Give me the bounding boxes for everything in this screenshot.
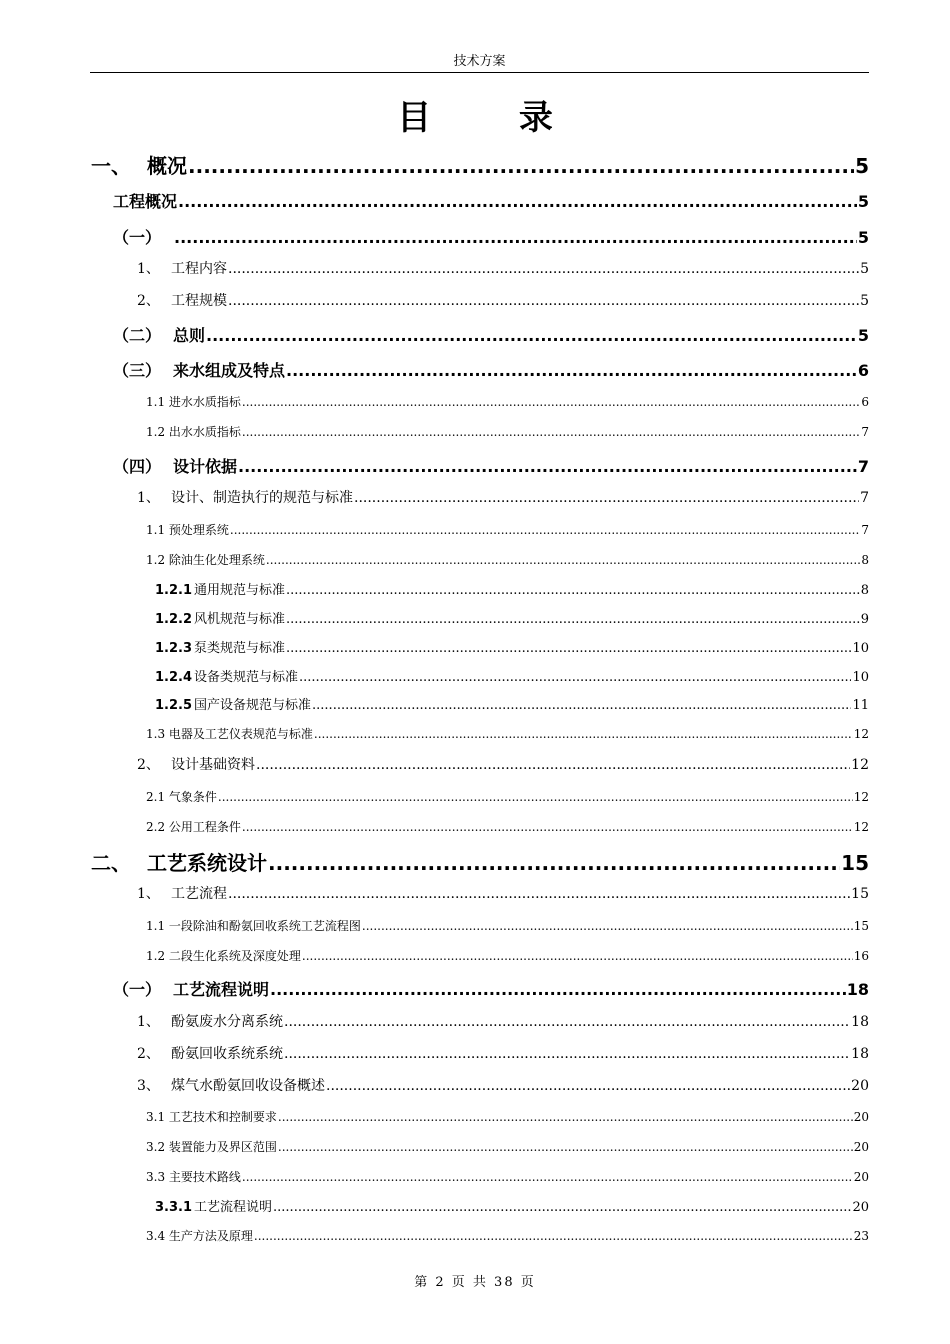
toc-entry-title: 酚氨废水分离系统: [171, 1014, 283, 1030]
toc-entry[interactable]: [155, 579, 869, 598]
toc-entry-number: （一）: [113, 980, 162, 999]
toc-entry-title: 1.2 出水水质指标: [146, 425, 241, 439]
toc-dot-leader: [242, 395, 860, 409]
toc-page-number: 5: [857, 326, 869, 345]
toc-dot-leader: [326, 1078, 850, 1094]
toc-entry-title: 通用规范与标准: [194, 583, 286, 598]
toc-page-number: 18: [851, 1046, 869, 1062]
toc-entry[interactable]: [137, 487, 869, 507]
toc-entry[interactable]: [146, 521, 869, 538]
toc-page-number: 15: [853, 919, 869, 933]
toc-dot-leader: [286, 361, 857, 380]
toc-dot-leader: [312, 698, 851, 713]
toc-page-number: 20: [852, 1200, 869, 1215]
toc-entry[interactable]: [137, 290, 869, 310]
toc-entry-title: 3.3 主要技术路线: [146, 1170, 241, 1184]
toc-dot-leader: [254, 1229, 853, 1243]
toc-page-number: 18: [846, 980, 869, 999]
toc-entry[interactable]: [113, 454, 869, 477]
toc-entry-number: 1.2.4: [155, 670, 193, 685]
toc-entry-title: 总则: [173, 326, 206, 345]
toc-entry[interactable]: [146, 788, 869, 805]
toc-page-number: 6: [861, 395, 869, 409]
toc-dot-leader: [228, 886, 850, 902]
toc-entry-title: 设计、制造执行的规范与标准: [171, 490, 353, 506]
toc-entry[interactable]: [137, 258, 869, 278]
toc-entry-number: （一）: [113, 228, 162, 247]
toc-entry-title: 国产设备规范与标准: [194, 698, 312, 713]
toc-dot-leader: [278, 1140, 853, 1154]
toc-page-number: 12: [853, 727, 869, 741]
toc-page-number: 20: [853, 1110, 869, 1124]
toc-page-number: 7: [857, 457, 869, 476]
toc-dot-leader: [268, 851, 840, 875]
toc-page-number: 15: [841, 851, 869, 875]
toc-entry[interactable]: [146, 917, 869, 934]
toc-entry-title: 2.2 公用工程条件: [146, 820, 241, 834]
toc-dot-leader: [238, 457, 857, 476]
toc-page-number: 18: [851, 1014, 869, 1030]
toc-entry-title: 3.4 生产方法及原理: [146, 1229, 253, 1243]
toc-entry[interactable]: [146, 947, 869, 964]
page-header: 技术方案: [90, 53, 869, 73]
toc-entry[interactable]: [137, 1075, 869, 1095]
toc-dot-leader: [354, 490, 859, 506]
toc-page-number: 23: [853, 1229, 869, 1243]
toc-entry[interactable]: [146, 818, 869, 835]
toc-entry-title: 工艺流程说明: [173, 980, 270, 999]
toc-entry-title: 煤气水酚氨回收设备概述: [171, 1078, 325, 1094]
toc-entry-title: 1.1 预处理系统: [146, 523, 229, 537]
toc-entry[interactable]: [146, 551, 869, 568]
toc-page-number: 11: [852, 698, 869, 713]
toc-entry[interactable]: [113, 225, 869, 248]
toc-entry-title: 3.2 装置能力及界区范围: [146, 1140, 277, 1154]
toc-entry-title: 1.3 电器及工艺仪表规范与标准: [146, 727, 313, 741]
toc-dot-leader: [362, 919, 853, 933]
page-title: 目 录: [397, 98, 591, 138]
toc-dot-leader: [284, 1014, 850, 1030]
toc-entry[interactable]: [146, 1227, 869, 1244]
toc-page-number: 12: [853, 820, 869, 834]
toc-entry-number: 1.2.3: [155, 641, 193, 656]
toc-page-number: 6: [857, 361, 869, 380]
toc-entry-number: 1.2.2: [155, 612, 193, 627]
toc-entry-number: 1.2.1: [155, 583, 193, 598]
toc-dot-leader: [188, 154, 854, 178]
toc-page-number: 12: [853, 790, 869, 804]
toc-entry-title: 设计依据: [173, 457, 238, 476]
toc-dot-leader: [242, 425, 860, 439]
toc-entry-title: 风机规范与标准: [194, 612, 286, 627]
toc-entry-number: 3、: [137, 1078, 160, 1094]
toc-dot-leader: [286, 612, 860, 627]
toc-entry-title: 来水组成及特点: [173, 361, 286, 380]
toc-entry-number: 1、: [137, 261, 160, 277]
toc-page-number: 10: [852, 670, 869, 685]
toc-entry-number: （三）: [113, 361, 162, 380]
toc-page-number: 20: [853, 1170, 869, 1184]
toc-entry[interactable]: [155, 666, 869, 685]
toc-page-number: 10: [852, 641, 869, 656]
toc-entry[interactable]: [155, 608, 869, 627]
toc-entry-title: 1.2 二段生化系统及深度处理: [146, 949, 301, 963]
toc-dot-leader: [174, 228, 857, 247]
toc-entry-number: （二）: [113, 326, 162, 345]
toc-dot-leader: [206, 326, 857, 345]
toc-dot-leader: [256, 757, 850, 773]
toc-dot-leader: [286, 583, 860, 598]
toc-entry-title: 工艺流程: [171, 886, 227, 902]
toc-page-number: 20: [853, 1140, 869, 1154]
toc-entry[interactable]: [146, 423, 869, 440]
toc-entry-title: 1.2 除油生化处理系统: [146, 553, 265, 567]
toc-entry-number: 1、: [137, 886, 160, 902]
toc-entry-number: 一、: [91, 154, 131, 178]
toc-page-number: 12: [851, 757, 869, 773]
toc-entry-number: 1、: [137, 1014, 160, 1030]
toc-entry[interactable]: [113, 977, 869, 1000]
toc-entry[interactable]: [91, 150, 869, 179]
toc-entry-title: 概况: [147, 154, 187, 178]
toc-page-number: 7: [861, 425, 869, 439]
toc-entry-number: 1.2.5: [155, 698, 193, 713]
toc-entry-title: 工程规模: [171, 293, 227, 309]
toc-page-number: 7: [860, 490, 869, 506]
toc-page-number: 5: [855, 154, 869, 178]
toc-entry-title: 1.1 进水水质指标: [146, 395, 241, 409]
toc-page-number: 5: [857, 192, 869, 211]
toc-entry[interactable]: [146, 393, 869, 410]
toc-entry-title: 设备类规范与标准: [194, 670, 299, 685]
toc-entry-title: 2.1 气象条件: [146, 790, 217, 804]
toc-dot-leader: [286, 641, 851, 656]
toc-dot-leader: [228, 293, 859, 309]
toc-entry-title: 工程概况: [113, 192, 178, 211]
toc-entry[interactable]: [113, 189, 869, 212]
toc-entry-number: 1、: [137, 490, 160, 506]
toc-dot-leader: [273, 1200, 851, 1215]
toc-entry[interactable]: [146, 1138, 869, 1155]
toc-dot-leader: [299, 670, 851, 685]
toc-entry-number: 2、: [137, 293, 160, 309]
toc-page-number: 5: [857, 228, 869, 247]
toc-entry-number: （四）: [113, 457, 162, 476]
page-footer: 第 2 页 共 38 页: [414, 1275, 536, 1290]
toc-page-number: 9: [860, 612, 869, 627]
toc-entry[interactable]: [155, 694, 869, 713]
toc-entry[interactable]: [155, 637, 869, 656]
toc-entry-title: 设计基础资料: [171, 757, 255, 773]
toc-page-number: 8: [860, 583, 869, 598]
toc-dot-leader: [230, 523, 860, 537]
toc-entry-title: 1.1 一段除油和酚氨回收系统工艺流程图: [146, 919, 361, 933]
toc-entry[interactable]: [146, 1168, 869, 1185]
toc-dot-leader: [228, 261, 859, 277]
toc-dot-leader: [314, 727, 853, 741]
toc-page-number: 20: [851, 1078, 869, 1094]
toc-entry[interactable]: [137, 1011, 869, 1031]
toc-entry[interactable]: [113, 358, 869, 381]
toc-entry-title: 泵类规范与标准: [194, 641, 286, 656]
toc-entry[interactable]: [91, 847, 869, 876]
toc-dot-leader: [266, 553, 860, 567]
toc-dot-leader: [178, 192, 857, 211]
toc-entry-title: 3.1 工艺技术和控制要求: [146, 1110, 277, 1124]
toc-entry[interactable]: [155, 1196, 869, 1215]
toc-dot-leader: [278, 1110, 853, 1124]
toc-entry[interactable]: [137, 754, 869, 774]
toc-entry-title: 工程内容: [171, 261, 227, 277]
toc-entry-number: 3.3.1: [155, 1200, 193, 1215]
toc-entry[interactable]: [146, 725, 869, 742]
toc-entry[interactable]: [146, 1108, 869, 1125]
toc-page-number: 5: [860, 293, 869, 309]
toc-entry-title: 酚氨回收系统系统: [171, 1046, 283, 1062]
toc-entry-number: 2、: [137, 1046, 160, 1062]
toc-dot-leader: [284, 1046, 850, 1062]
toc-entry[interactable]: [113, 323, 869, 346]
toc-page-number: 15: [851, 886, 869, 902]
toc-entry[interactable]: [137, 1043, 869, 1063]
toc-page-number: 8: [861, 553, 869, 567]
toc-entry-title: 工艺系统设计: [147, 851, 267, 875]
toc-page-number: 5: [860, 261, 869, 277]
toc-entry-number: 2、: [137, 757, 160, 773]
toc-entry-number: 二、: [91, 851, 131, 875]
toc-entry-title: 工艺流程说明: [194, 1200, 273, 1215]
toc-entry[interactable]: [137, 883, 869, 903]
toc-dot-leader: [218, 790, 853, 804]
toc-page-number: 16: [853, 949, 869, 963]
toc-dot-leader: [242, 1170, 853, 1184]
toc-dot-leader: [302, 949, 853, 963]
toc-dot-leader: [270, 980, 846, 999]
toc-page-number: 7: [861, 523, 869, 537]
toc-dot-leader: [242, 820, 853, 834]
